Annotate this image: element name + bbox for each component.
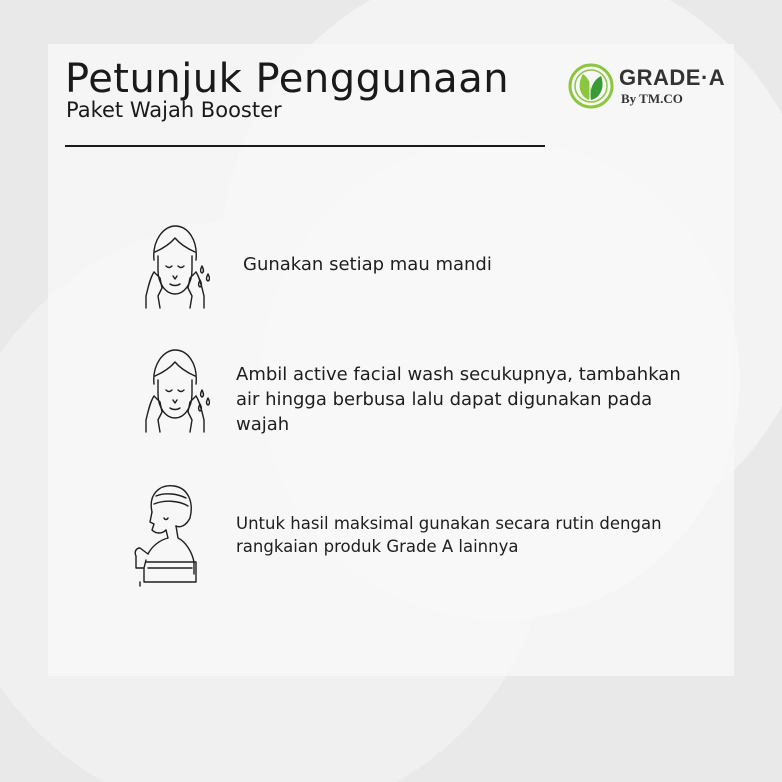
- step-3-text: Untuk hasil maksimal gunakan secara rutin dengan rangkaian produk Grade A lainnya: [236, 514, 662, 556]
- step-2-text: Ambil active facial wash secukupnya, tambahkan air hingga berbusa lalu dapat digunakan pada wajah: [236, 364, 681, 435]
- leaf-logo-icon: [567, 62, 615, 110]
- title-divider: [65, 145, 545, 147]
- step-1-text: Gunakan setiap mau mandi: [243, 254, 492, 275]
- face-washing-icon: [140, 346, 210, 434]
- page-title: Petunjuk Penggunaan: [65, 56, 510, 102]
- face-washing-icon: [140, 222, 210, 310]
- brand-logo: [567, 62, 742, 114]
- page-subtitle: Paket Wajah Booster: [66, 98, 282, 122]
- brand-name: GRADE·A: [619, 65, 726, 90]
- towel-wrap-icon: [130, 482, 202, 588]
- brand-subtitle: By TM.CO: [621, 91, 683, 106]
